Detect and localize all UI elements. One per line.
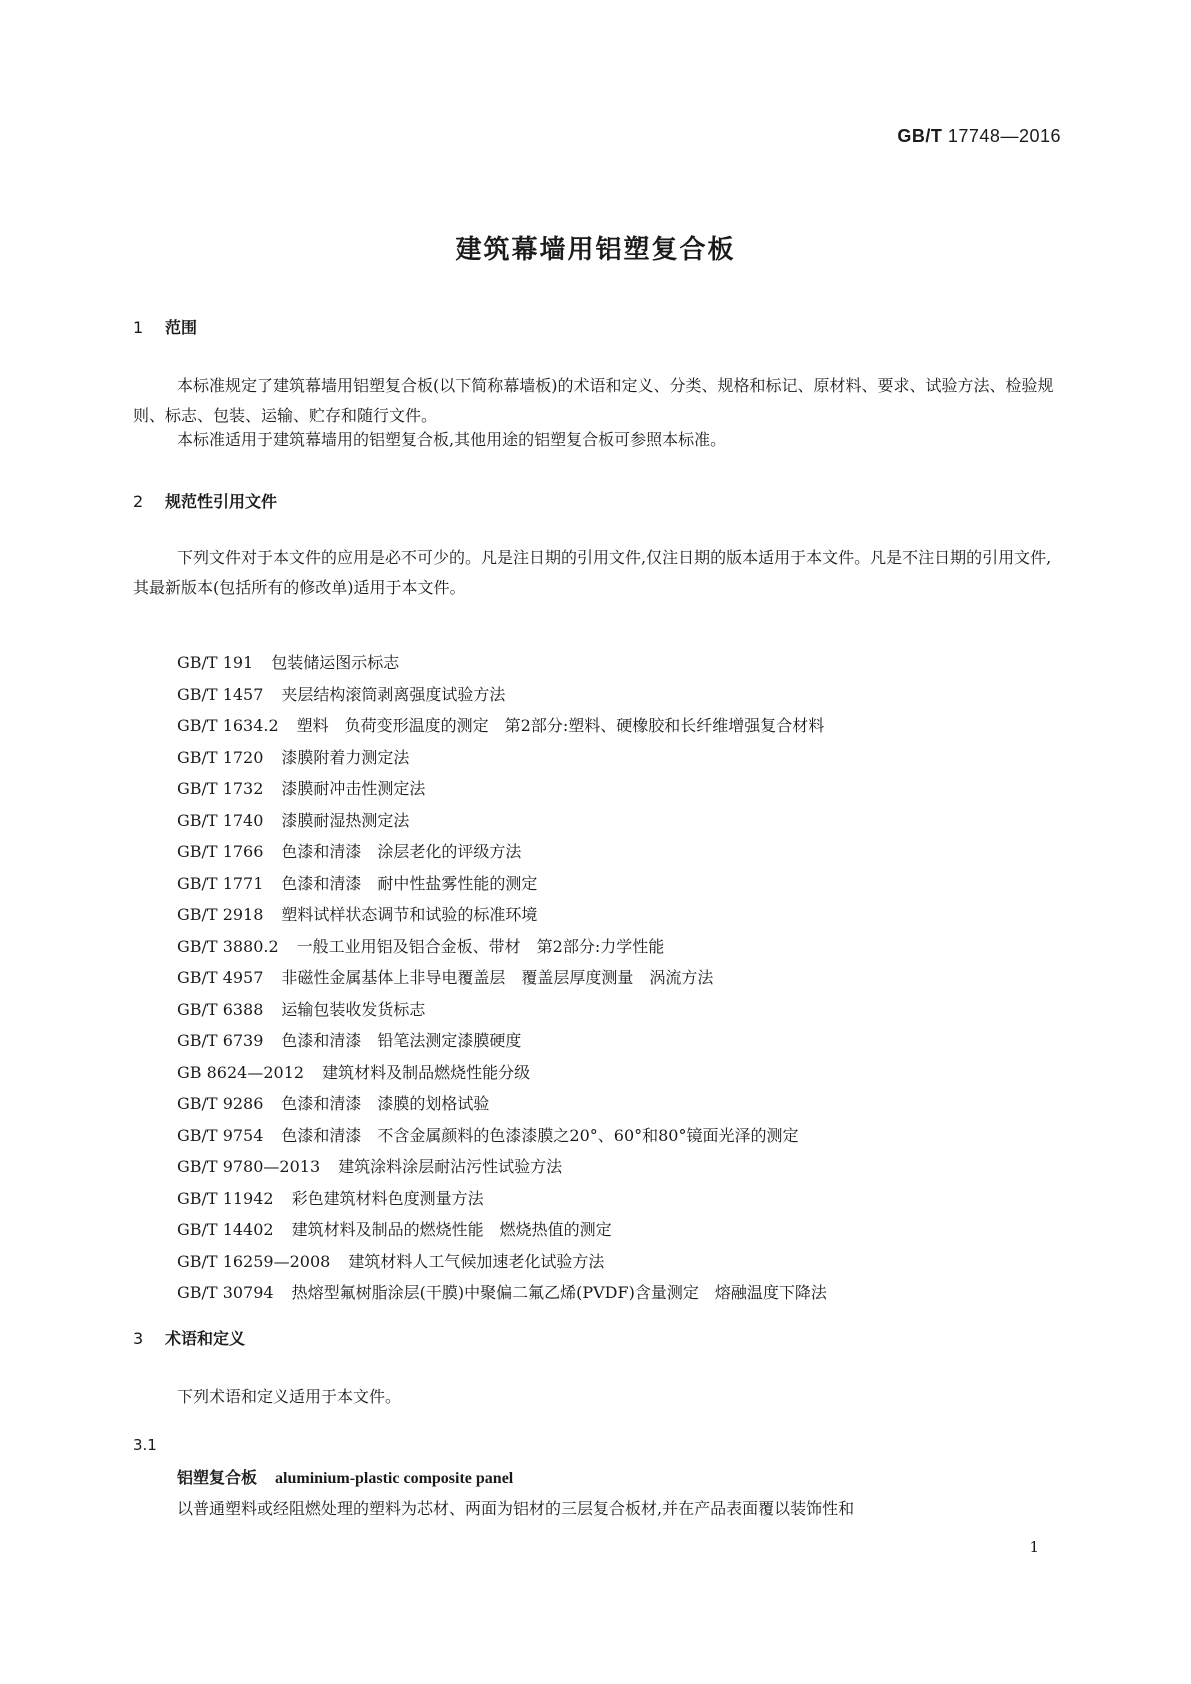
reference-item: GB/T 9286 色漆和清漆 漆膜的划格试验 [177, 1094, 490, 1113]
reference-item: GB/T 1720 漆膜附着力测定法 [177, 747, 410, 767]
section-heading-scope [133, 315, 197, 338]
reference-item: GB/T 1732 漆膜耐冲击性测定法 [177, 779, 426, 798]
standard-number: 17748—2016 [947, 126, 1061, 146]
scope-paragraph-2: 本标准适用于建筑幕墙用的铝塑复合板,其他用途的铝塑复合板可参照本标准。 [177, 430, 727, 449]
reference-item: GB 8624—2012 建筑材料及制品燃烧性能分级 [177, 1062, 531, 1082]
section-heading-terms [133, 1326, 245, 1349]
reference-item: GB/T 14402 建筑材料及制品的燃烧性能 燃烧热值的测定 [177, 1220, 612, 1239]
section-number: 2 [133, 492, 144, 511]
reference-item: GB/T 1634.2 塑料 负荷变形温度的测定 第2部分:塑料、硬橡胶和长纤维增强复合材料 [177, 716, 825, 735]
reference-item: GB/T 2918 塑料试样状态调节和试验的标准环境 [177, 905, 538, 924]
reference-item: GB/T 3880.2 一般工业用铝及铝合金板、带材 第2部分:力学性能 [177, 936, 665, 956]
term-title [177, 1465, 513, 1488]
document-title: 建筑幕墙用铝塑复合板 [455, 235, 736, 265]
reference-item: GB/T 1771 色漆和清漆 耐中性盐雾性能的测定 [177, 873, 538, 893]
section-title: 规范性引用文件 [165, 492, 278, 511]
section-title: 术语和定义 [165, 1329, 246, 1348]
reference-item: GB/T 6388 运输包装收发货标志 [177, 999, 426, 1019]
term-definition: 以普通塑料或经阻燃处理的塑料为芯材、两面为铝材的三层复合板材,并在产品表面覆以装饰性和 [177, 1499, 855, 1518]
reference-item: GB/T 30794 热熔型氟树脂涂层(干膜)中聚偏二氟乙烯(PVDF)含量测定 熔融温度下降法 [177, 1283, 827, 1302]
references-intro: 下列文件对于本文件的应用是必不可少的。凡是注日期的引用文件,仅注日期的版本适用于本文件。凡是不注日期的引用文件,其最新版本(包括所有的修改单)适用于本文件。 [133, 548, 1052, 597]
section-number: 3 [133, 1329, 144, 1348]
scope-paragraph-1: 本标准规定了建筑幕墙用铝塑复合板(以下简称幕墙板)的术语和定义、分类、规格和标记、原材料、要求、试验方法、检验规则、标志、包装、运输、贮存和随行文件。 [133, 376, 1054, 425]
page-number: 1 [1029, 1538, 1039, 1556]
reference-item: GB/T 191 包装储运图示标志 [177, 653, 400, 672]
standard-prefix: GB/T [897, 126, 943, 146]
reference-item: GB/T 16259—2008 建筑材料人工气候加速老化试验方法 [177, 1251, 605, 1271]
reference-item: GB/T 11942 彩色建筑材料色度测量方法 [177, 1188, 484, 1208]
reference-list [177, 647, 827, 1309]
reference-item: GB/T 4957 非磁性金属基体上非导电覆盖层 覆盖层厚度测量 涡流方法 [177, 968, 714, 987]
reference-item: GB/T 9754 色漆和清漆 不含金属颜料的色漆漆膜之20°、60°和80°镜面光泽的测定 [177, 1125, 799, 1145]
term-title-zh: 铝塑复合板 [177, 1468, 258, 1487]
section-title: 范围 [165, 318, 198, 337]
section-number: 1 [133, 318, 144, 337]
standard-code [897, 126, 1061, 147]
section-heading-normative-references [133, 489, 277, 512]
term-title-en: aluminium-plastic composite panel [275, 1470, 514, 1487]
terms-intro: 下列术语和定义适用于本文件。 [177, 1387, 402, 1406]
reference-item: GB/T 9780—2013 建筑涂料涂层耐沾污性试验方法 [177, 1157, 563, 1176]
reference-item: GB/T 1766 色漆和清漆 涂层老化的评级方法 [177, 842, 522, 861]
term-number: 3.1 [133, 1436, 157, 1454]
reference-item: GB/T 1740 漆膜耐湿热测定法 [177, 810, 410, 830]
reference-item: GB/T 6739 色漆和清漆 铅笔法测定漆膜硬度 [177, 1031, 522, 1050]
reference-item: GB/T 1457 夹层结构滚筒剥离强度试验方法 [177, 684, 506, 704]
